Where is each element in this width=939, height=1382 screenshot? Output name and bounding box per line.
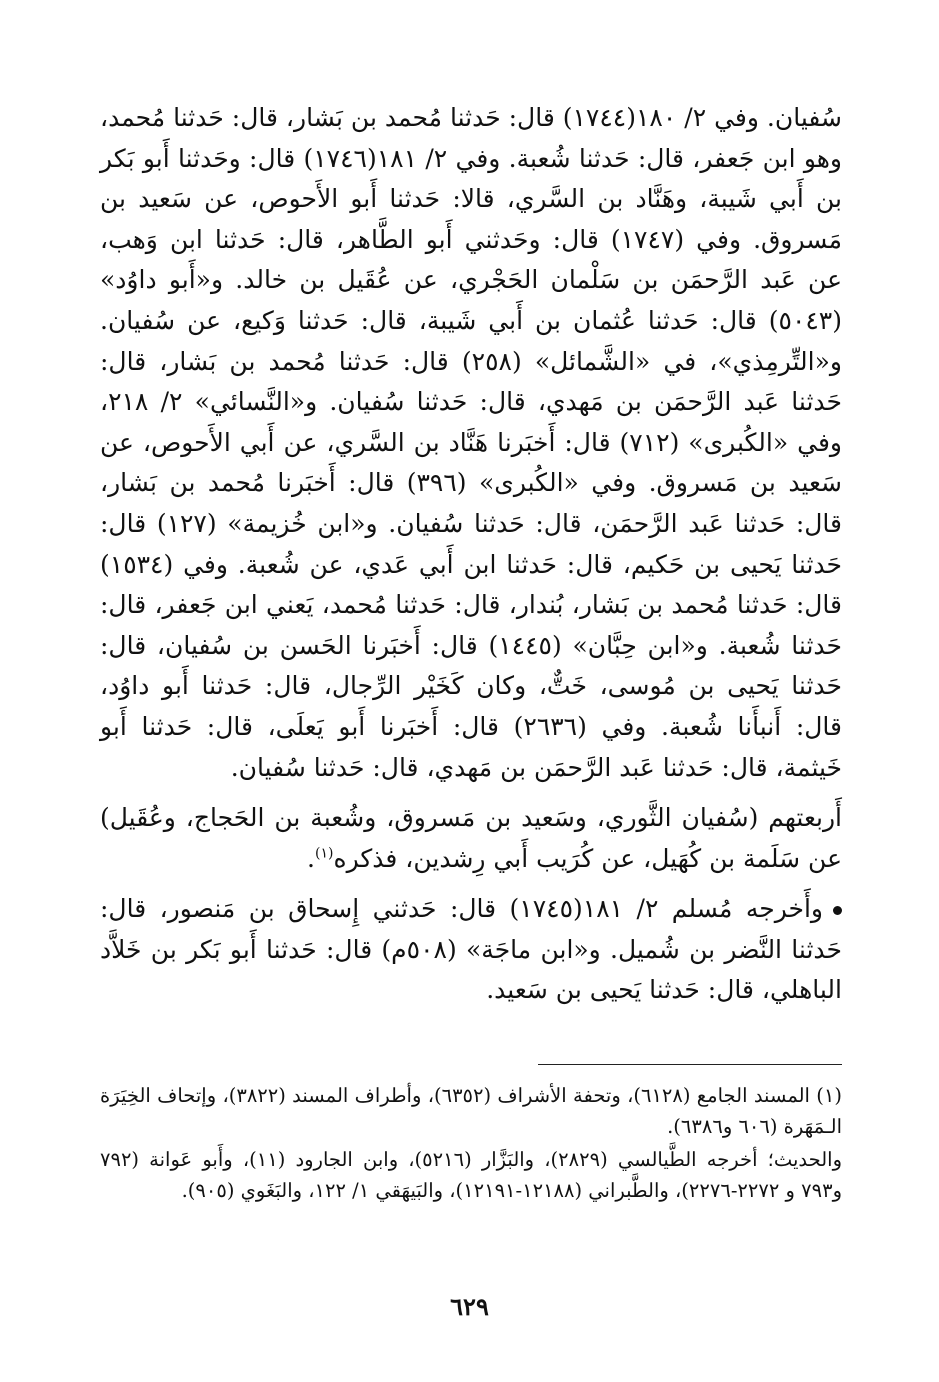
paragraph-2-text: أَربعتهم (سُفيان الثَّوري، وسَعيد بن مَسروق، وشُعبة بن الحَجاج، وعُقَيل) عن سَلَمة بن كُهَيل، عن كُرَيب أَبي رِشدين، فذكره (100, 803, 842, 873)
footnote-divider (538, 1064, 842, 1065)
paragraph-2-end: . (307, 843, 315, 873)
main-text (100, 98, 842, 1011)
footnote-marker[interactable]: (١) (315, 845, 334, 862)
bullet-icon (833, 906, 842, 915)
paragraph-1: سُفيان. وفي ٢/ ١٨٠(١٧٤٤) قال: حَدثنا مُحمد بن بَشار، قال: حَدثنا مُحمد، وهو ابن جَعفر، قال: حَدثنا شُعبة. وفي ٢/ ١٨١(١٧٤٦) قال: وحَدثنا أَبو بَكر بن أَبي شَيبة، وهَنَّاد بن السَّري، قالا: حَدثنا أَبو الأَحوص، عن سَعيد بن مَسروق. وفي (١٧٤٧) قال: وحَدثني أَبو الطَّاهر، قال: حَدثنا ابن وَهب، عن عَبد الرَّحمَن بن سَلْمان الحَجْري، عن عُقَيل بن خالد. و«أَبو داوُد» (٥٠٤٣) قال: حَدثنا عُثمان بن أَبي شَيبة، قال: حَدثنا وَكيع، عن سُفيان. و«التِّرمِذي»، في «الشَّمائل» (٢٥٨) قال: حَدثنا مُحمد بن بَشار، قال: حَدثنا عَبد الرَّحمَن بن مَهدي، قال: حَدثنا سُفيان. و«النَّسائي» ٢/ ٢١٨، وفي «الكُبرى» (٧١٢) قال: أَخبَرنا هَنَّاد بن السَّري، عن أَبي الأَحوص، عن سَعيد بن مَسروق. وفي «الكُبرى» (٣٩٦) قال: أَخبَرنا مُحمد بن بَشار، قال: حَدثنا عَبد الرَّحمَن، قال: حَدثنا سُفيان. و«ابن خُزيمة» (١٢٧) قال: حَدثنا يَحيى بن حَكيم، قال: حَدثنا ابن أَبي عَدي، عن شُعبة. وفي (١٥٣٤) قال: حَدثنا مُحمد بن بَشار، بُندار، قال: حَدثنا مُحمد، يَعني ابن جَعفر، قال: حَدثنا شُعبة. و«ابن حِبَّان» (١٤٤٥) قال: أَخبَرنا الحَسن بن سُفيان، قال: حَدثنا يَحيى بن مُوسى، خَتٌّ، وكان كَخَيْر الرِّجال، قال: حَدثنا أَبو داوُد، قال: أَنبأَنا شُعبة. وفي (٢٦٣٦) قال: أَخبَرنا أَبو يَعلَى، قال: حَدثنا أَبو خَيثمة، قال: حَدثنا عَبد الرَّحمَن بن مَهدي، قال: حَدثنا سُفيان. (100, 103, 843, 782)
footnote-2: والحديث؛ أخرجه الطَّيالسي (٢٨٢٩)، والبَزَّار (٥٢١٦)، وابن الجارود (١١)، وأَبو عَوانة (٧٩٢ و٧٩٣ و ٢٢٧٢-٢٢٧٦)، والطَّبراني (١٢١٨٨-١٢١٩١)، والبَيهَقي ١/ ١٢٢، والبَغَوي (٩٠٥). (100, 1148, 843, 1202)
paragraph-2 (100, 798, 842, 879)
page-number: ٦٢٩ (450, 1292, 489, 1321)
footnote-1: (١) المسند الجامع (٦١٢٨)، وتحفة الأشراف (٦٣٥٢)، وأطراف المسند (٣٨٢٢)، وإتحاف الخِيَرَة الـمَهَرة (٦٠٦ و٦٣٨٦). (100, 1084, 842, 1138)
footnotes (100, 1080, 842, 1206)
paragraph-3-text: وأَخرجه مُسلم ٢/ ١٨١(١٧٤٥) قال: حَدثني إِسحاق بن مَنصور، قال: حَدثنا النَّضر بن شُميل. و«ابن ماجَة» (٥٠٨م) قال: حَدثنا أَبو بَكر بن خَلاَّد الباهلي، قال: حَدثنا يَحيى بن سَعيد. (100, 894, 842, 1005)
paragraph-3 (100, 889, 842, 1011)
